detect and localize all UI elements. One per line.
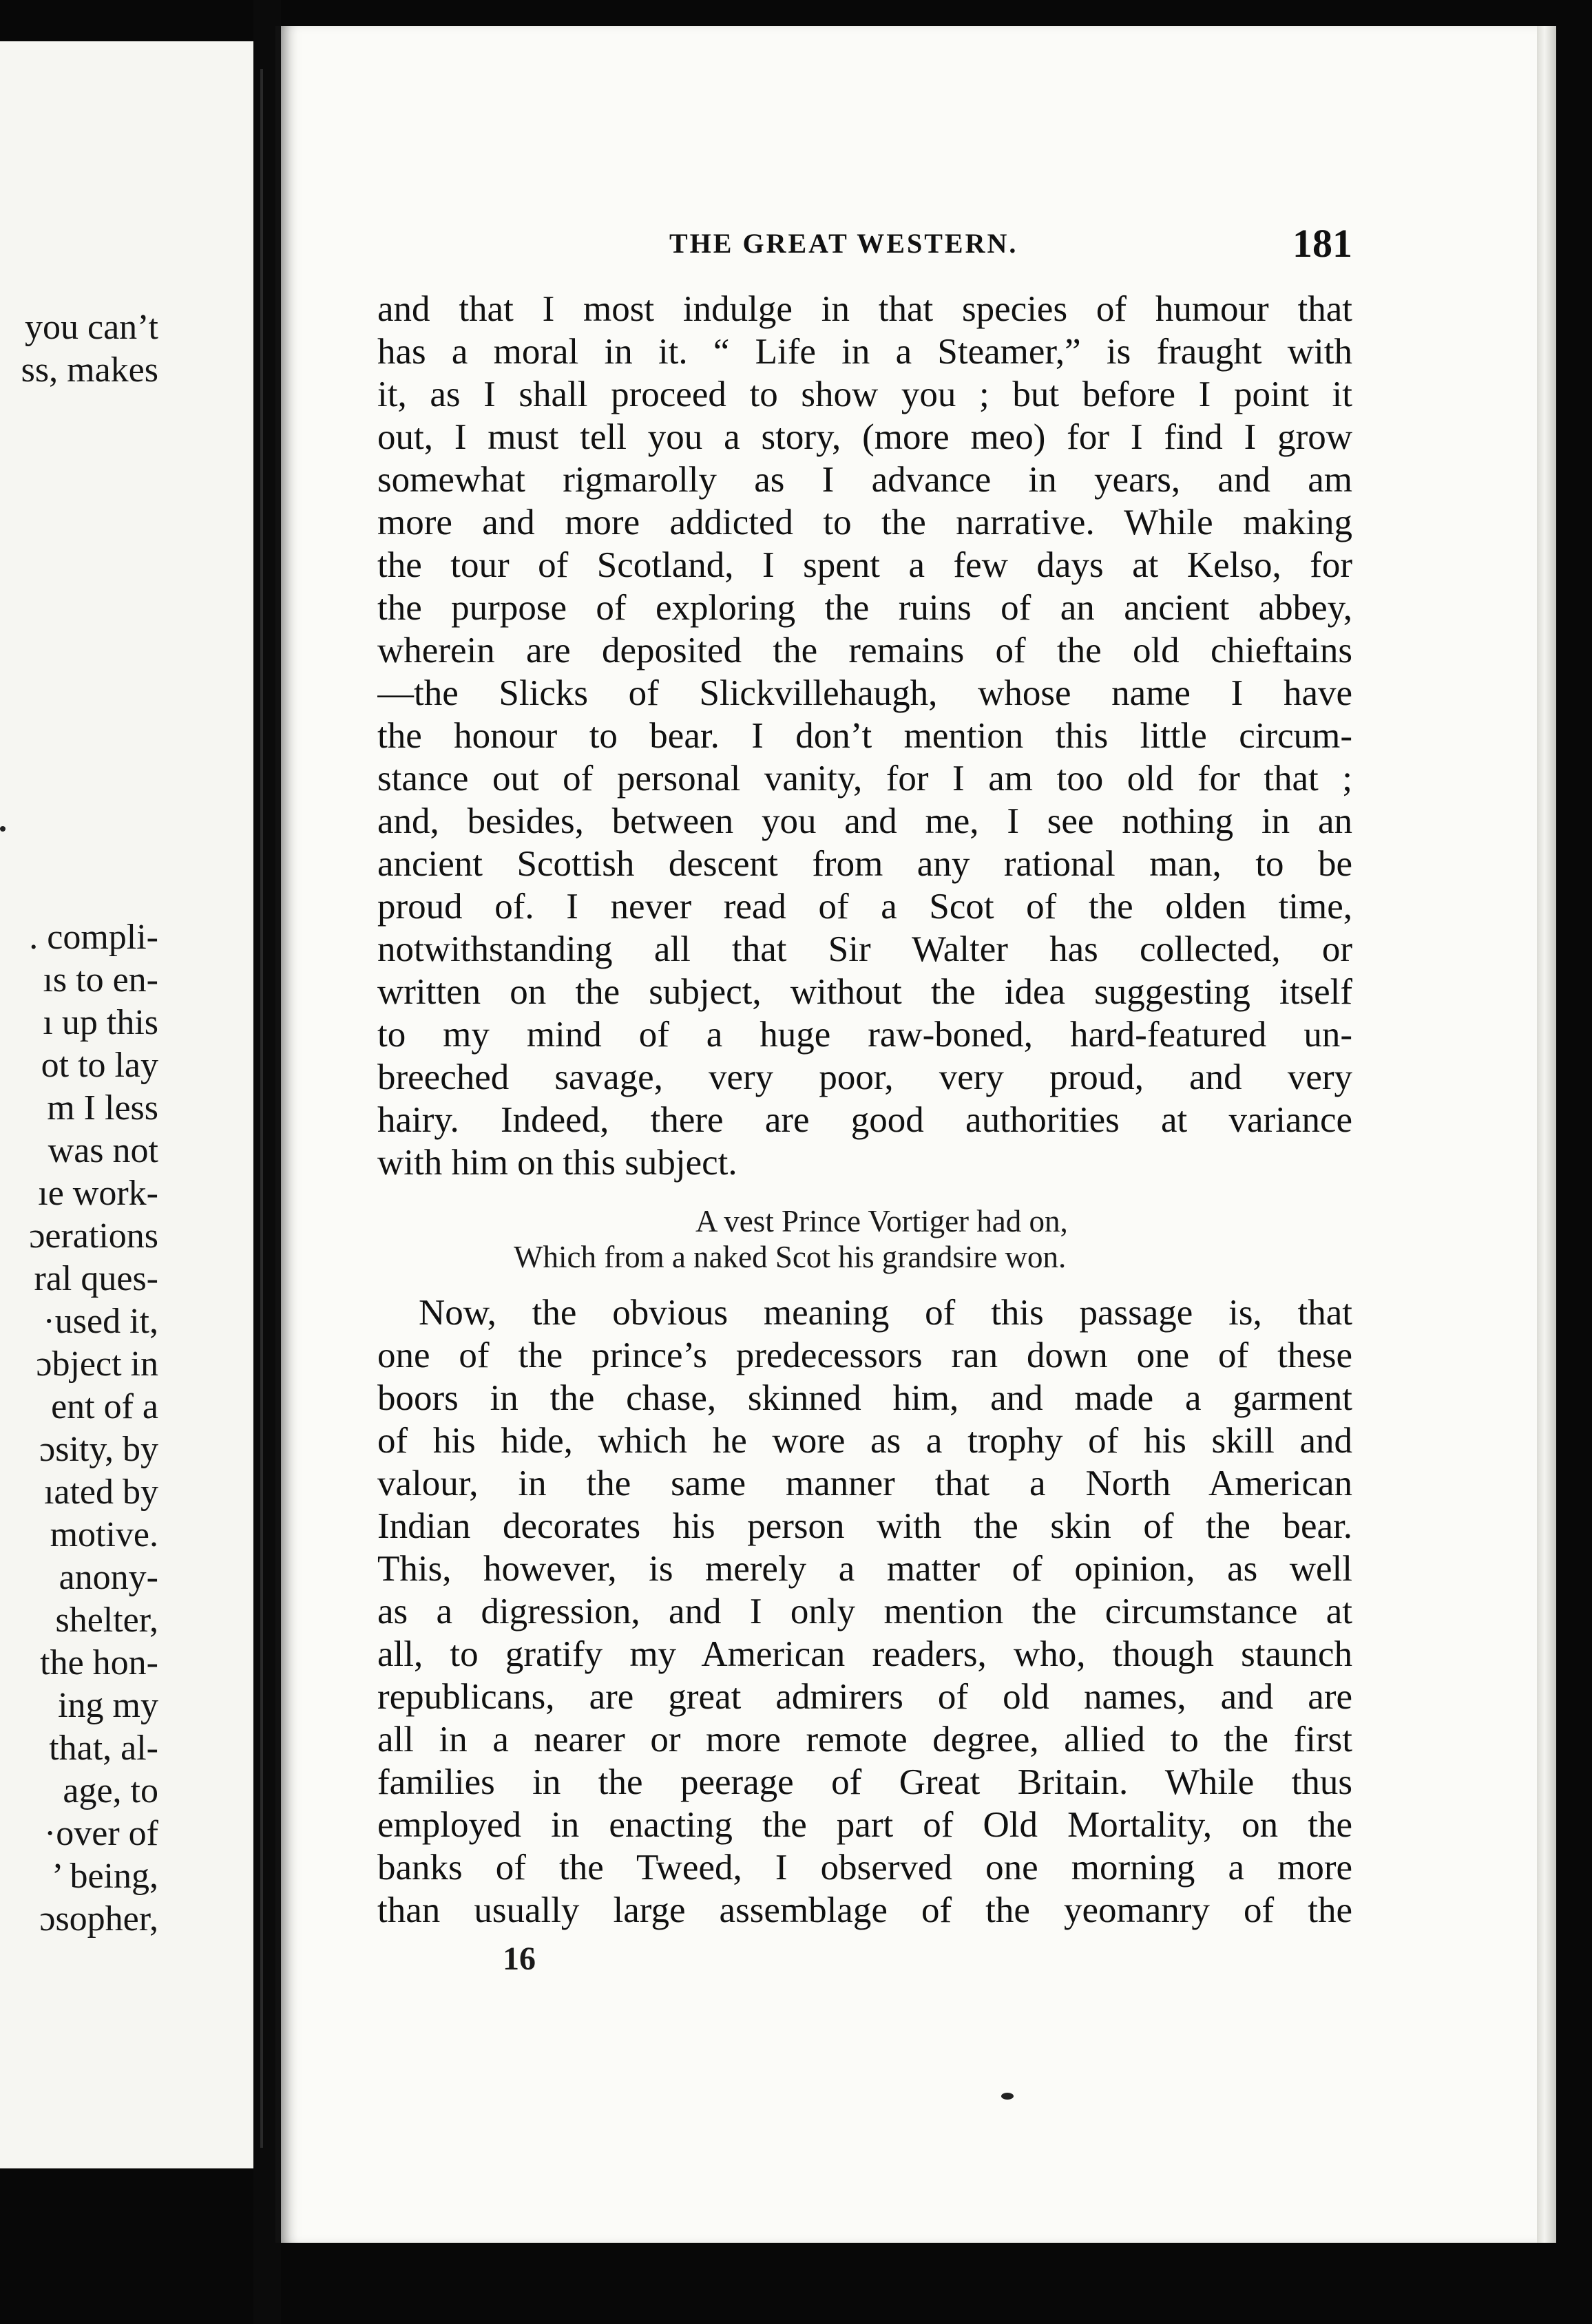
previous-page-line: ·used it, — [43, 1302, 158, 1341]
text-line: one of the prince’s predecessors ran down one of these — [377, 1335, 1352, 1375]
text-line: Indian decorates his person with the skin of the bear. — [377, 1506, 1352, 1546]
text-line: more and more addicted to the narrative. While making — [377, 503, 1352, 542]
text-line: written on the subject, without the idea suggesting itself — [377, 972, 1352, 1012]
text-line: Now, the obvious meaning of this passage is, that — [419, 1293, 1352, 1333]
previous-page-fragment — [0, 41, 260, 2168]
page-edge — [1537, 26, 1556, 2243]
previous-page-line: ıs to en- — [43, 960, 158, 1000]
verse-line: Which from a naked Scot his grandsire won. — [514, 1240, 1067, 1274]
paragraph-1 — [377, 288, 1352, 1184]
paragraph-2 — [377, 1291, 1352, 1932]
text-line: notwithstanding all that Sir Walter has collected, or — [377, 929, 1352, 969]
text-line: republicans, are great admirers of old names, and are — [377, 1677, 1352, 1717]
text-line: than usually large assemblage of the yeomanry of the — [377, 1890, 1352, 1930]
previous-page-line: motive. — [50, 1515, 158, 1554]
text-line: hairy. Indeed, there are good authorities at variance — [377, 1100, 1352, 1140]
text-line: breeched savage, very poor, very proud, and very — [377, 1057, 1352, 1097]
binding-edge — [260, 69, 263, 2148]
text-line: of his hide, which he wore as a trophy of his skill and — [377, 1421, 1352, 1461]
previous-page-line: age, to — [63, 1771, 158, 1810]
text-line: and, besides, between you and me, I see nothing in an — [377, 801, 1352, 841]
text-line: to my mind of a huge raw-boned, hard-featured un- — [377, 1015, 1352, 1055]
previous-page-line: ral ques- — [34, 1259, 158, 1298]
text-line: somewhat rigmarolly as I advance in years, and am — [377, 460, 1352, 500]
previous-page-line: ıe work- — [38, 1174, 158, 1213]
previous-page-line: ıated by — [43, 1472, 158, 1512]
text-line: —the Slicks of Slickvillehaugh, whose name I have — [377, 673, 1352, 713]
text-line: the purpose of exploring the ruins of an ancient abbey, — [377, 588, 1352, 628]
ink-speck — [1001, 2093, 1014, 2100]
previous-page-line: that, al- — [49, 1729, 158, 1768]
verse-quotation — [377, 1203, 1352, 1275]
previous-page-line: ss, makes — [21, 350, 158, 390]
previous-page-line: ɔsopher, — [39, 1899, 158, 1939]
text-line: with him on this subject. — [377, 1143, 737, 1183]
previous-page-line: ’ being, — [52, 1857, 158, 1896]
verse-line: A vest Prince Vortiger had on, — [695, 1204, 1068, 1238]
previous-page-line: the hon- — [40, 1643, 158, 1682]
text-line: families in the peerage of Great Britain. While thus — [377, 1762, 1352, 1802]
previous-page-line: ɔerations — [29, 1216, 158, 1256]
previous-page-line: you can’t — [25, 308, 158, 347]
text-line: valour, in the same manner that a North American — [377, 1464, 1352, 1503]
text-line: out, I must tell you a story, (more meo) for I find I grow — [377, 417, 1352, 457]
text-line: banks of the Tweed, I observed one morning a more — [377, 1848, 1352, 1888]
text-line: the tour of Scotland, I spent a few days at Kelso, for — [377, 545, 1352, 585]
running-head — [380, 221, 1352, 275]
text-line: boors in the chase, skinned him, and made a garment — [377, 1378, 1352, 1418]
text-line: employed in enacting the part of Old Mortality, on the — [377, 1805, 1352, 1845]
previous-page-line: ing my — [58, 1686, 158, 1725]
previous-page-line: ɔbject in — [36, 1344, 158, 1384]
text-line: This, however, is merely a matter of opinion, as well — [377, 1549, 1352, 1589]
text-line: stance out of personal vanity, for I am too old for that ; — [377, 759, 1352, 799]
text-line: and that I most indulge in that species of humour that — [377, 289, 1352, 329]
previous-page-line: ɔsity, by — [39, 1430, 158, 1469]
text-line: all, to gratify my American readers, who, though staunch — [377, 1634, 1352, 1674]
previous-page-text-column — [0, 41, 158, 2168]
previous-page-line: was not — [48, 1131, 158, 1170]
previous-page-line: . compli- — [29, 918, 158, 957]
running-head-title: THE GREAT WESTERN. — [669, 228, 1018, 259]
page-number: 181 — [1292, 221, 1352, 266]
previous-page-line: ot to lay — [41, 1046, 158, 1085]
text-line: the honour to bear. I don’t mention this little circum- — [377, 716, 1352, 756]
previous-page-line: m I less — [47, 1088, 158, 1128]
previous-page-line: ı up this — [43, 1003, 158, 1042]
signature-mark: 16 — [503, 1941, 536, 1977]
previous-page-line: shelter, — [55, 1601, 158, 1640]
ink-speck — [0, 826, 6, 832]
text-line: ancient Scottish descent from any rational man, to be — [377, 844, 1352, 884]
text-line: wherein are deposited the remains of the old chieftains — [377, 631, 1352, 670]
text-line: all in a nearer or more remote degree, allied to the first — [377, 1720, 1352, 1760]
previous-page-line: ent of a — [51, 1387, 158, 1426]
text-line: proud of. I never read of a Scot of the olden time, — [377, 887, 1352, 927]
previous-page-line: anony- — [59, 1558, 158, 1597]
text-line: as a digression, and I only mention the circumstance at — [377, 1592, 1352, 1631]
previous-page-line: ·over of — [43, 1814, 158, 1853]
text-line: has a moral in it. “ Life in a Steamer,” is fraught with — [377, 332, 1352, 372]
text-line: it, as I shall proceed to show you ; but before I point it — [377, 374, 1352, 414]
